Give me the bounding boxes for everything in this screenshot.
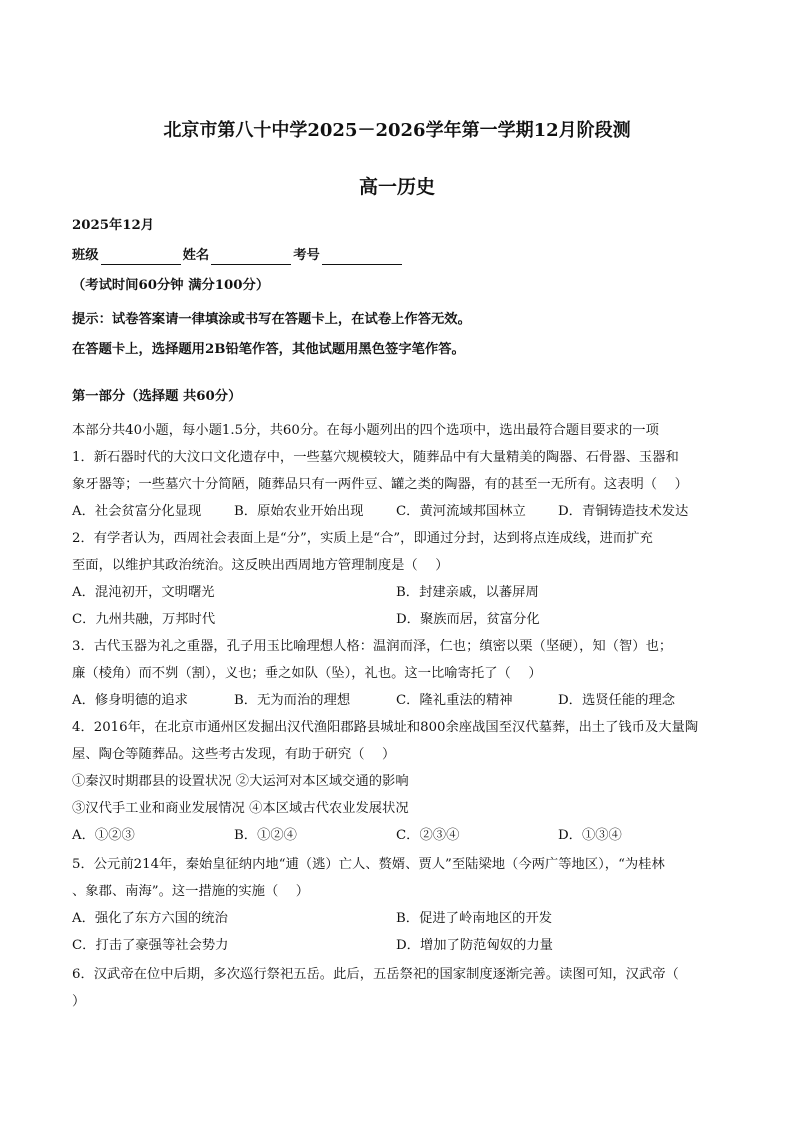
option-a: A．社会贫富分化显现: [72, 504, 202, 519]
part1-heading: 第一部分（选择题 共60分）: [72, 389, 242, 404]
option-b: B．①②④: [234, 828, 297, 843]
question-5-line-1: 5．公元前214年，秦始皇征纳内地“逋（逃）亡人、赘婿、贾人”至陆梁地（今两广等地区），“为桂林: [72, 857, 665, 872]
question-3-line-1: 3．古代玉器为礼之重器，孔子用玉比喻理想人格：温润而泽，仁也；缜密以栗（坚硬），知（智）也；: [72, 639, 673, 654]
class-blank: [101, 250, 181, 265]
option-a: A．强化了东方六国的统治: [72, 911, 228, 926]
option-c: C．②③④: [396, 828, 460, 843]
option-a: A．混沌初开，文明曙光: [72, 585, 215, 600]
option-c: C．黄河流域邦国林立: [396, 504, 526, 519]
question-6-line-2: ）: [72, 994, 86, 1009]
id-label: 考号: [293, 248, 320, 263]
class-label: 班级: [72, 248, 99, 263]
question-4-line-3: ①秦汉时期郡县的设置状况 ②大运河对本区域交通的影响: [72, 774, 409, 789]
option-b: B．封建亲戚，以蕃屏周: [396, 585, 539, 600]
question-4-options: [72, 827, 722, 845]
part1-intro: 本部分共40小题，每小题1.5分，共60分。在每小题列出的四个选项中，选出最符合题目要求的一项: [72, 423, 659, 438]
student-info-line: [72, 247, 722, 265]
tip-line-1: 提示：试卷答案请一律填涂或书写在答题卡上，在试卷上作答无效。: [72, 312, 471, 327]
question-4-line-2: 屋、陶仓等随葬品。这些考古发现，有助于研究（ ）: [72, 747, 396, 762]
option-d: D．青铜铸造技术发达: [558, 504, 689, 519]
name-blank: [211, 250, 291, 265]
option-b: B．原始农业开始出现: [234, 504, 364, 519]
question-3-options: [72, 692, 722, 710]
question-3-line-2: 廉（棱角）而不刿（割），义也；垂之如队（坠），礼也。这一比喻寄托了（ ）: [72, 666, 542, 681]
question-2-line-2: 至面，以维护其政治统治。这反映出西周地方管理制度是（ ）: [72, 558, 449, 573]
question-2-line-1: 2．有学者认为，西周社会表面上是“分”，实质上是“合”，即通过分封，达到将点连成线，进而扩充: [72, 531, 653, 546]
option-d: D．聚族而居，贫富分化: [396, 612, 540, 627]
exam-date: 2025年12月: [72, 218, 155, 233]
option-a: A．①②③: [72, 828, 135, 843]
question-6-line-1: 6．汉武帝在位中后期，多次巡行祭祀五岳。此后，五岳祭祀的国家制度逐渐完善。读图可知，汉武帝（: [72, 967, 679, 982]
question-2-options-row-1: [72, 584, 722, 602]
option-c: C．隆礼重法的精神: [396, 693, 513, 708]
question-5-options-row-1: [72, 910, 722, 928]
question-4-line-1: 4．2016年，在北京市通州区发掘出汉代渔阳郡路县城址和800余座战国至汉代墓葬，出土了钱币及大量陶: [72, 720, 699, 735]
question-2-options-row-2: [72, 611, 722, 629]
id-blank: [322, 250, 402, 265]
time-note: （考试时间60分钟 满分100分）: [72, 278, 270, 293]
option-d: D．增加了防范匈奴的力量: [396, 938, 553, 953]
question-1-line-1: 1．新石器时代的大汶口文化遗存中，一些墓穴规模较大，随葬品中有大量精美的陶器、石骨器、玉器和: [72, 450, 679, 465]
name-label: 姓名: [182, 248, 210, 263]
question-4-line-4: ③汉代手工业和商业发展情况 ④本区域古代农业发展状况: [72, 801, 409, 816]
tip-line-2: 在答题卡上，选择题用2B铅笔作答，其他试题用黑色签字笔作答。: [72, 342, 465, 357]
option-b: B．无为而治的理想: [234, 693, 351, 708]
subject-title: 高一历史: [358, 176, 435, 198]
question-1-line-2: 象牙器等；一些墓穴十分简陋，随葬品只有一两件豆、罐之类的陶器，有的甚至一无所有。这表明（ ）: [72, 477, 688, 492]
exam-title: 北京市第八十中学2025－2026学年第一学期12月阶段测: [163, 120, 631, 141]
option-c: C．九州共融，万邦时代: [72, 612, 216, 627]
question-5-options-row-2: [72, 937, 722, 955]
option-b: B．促进了岭南地区的开发: [396, 911, 553, 926]
option-d: D．选贤任能的理念: [558, 693, 676, 708]
option-a: A．修身明德的追求: [72, 693, 188, 708]
option-c: C．打击了豪强等社会势力: [72, 938, 229, 953]
question-1-options: [72, 503, 722, 521]
question-5-line-2: 、象郡、南海”。这一措施的实施（ ）: [72, 884, 310, 899]
option-d: D．①③④: [558, 828, 622, 843]
